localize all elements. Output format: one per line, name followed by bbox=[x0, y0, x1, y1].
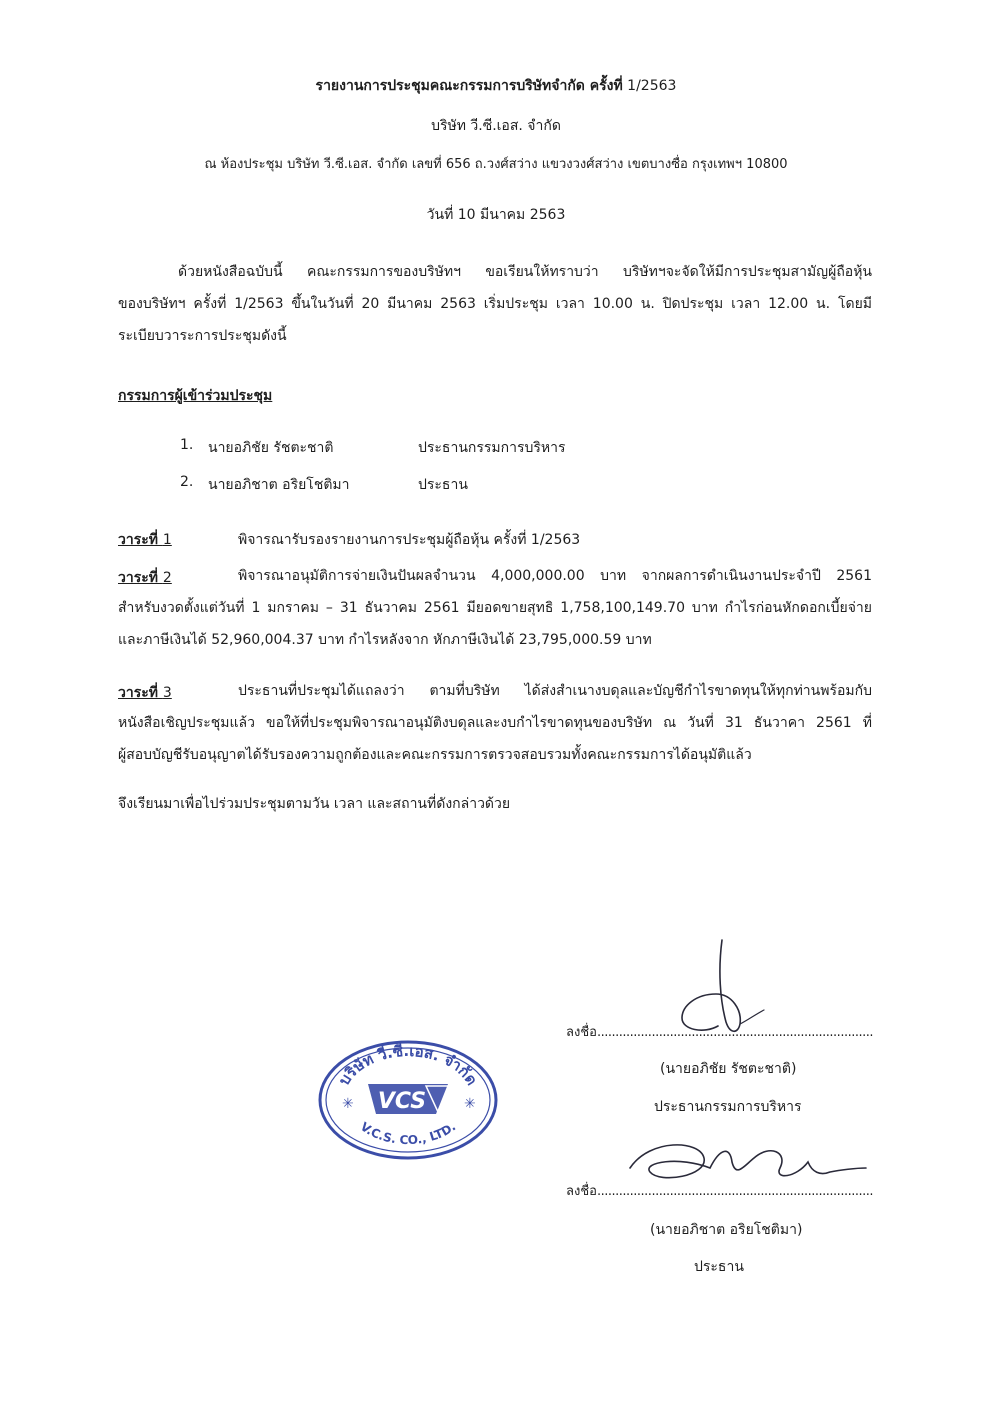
company-stamp bbox=[316, 1038, 500, 1162]
attendee-name: นายอภิชาต อริยโชติมา bbox=[208, 477, 350, 493]
signatory-title: ประธานกรรมการบริหาร bbox=[654, 1099, 802, 1115]
agenda-number: 1 bbox=[162, 532, 172, 548]
signatory-title: ประธาน bbox=[694, 1259, 744, 1275]
sign-dots: ............................................................................ bbox=[596, 1184, 874, 1199]
agenda-label-text: วาระที่ bbox=[118, 685, 163, 701]
signature-line bbox=[566, 1180, 873, 1201]
agenda-number: 2 bbox=[162, 570, 172, 586]
agenda-line: ประธานที่ประชุมได้แถลงว่า ตามที่บริษัท ได้ส่งสำเนางบดุลและบัญชีกำไรขาดทุนให้ทุกท่านพร้อมกับ bbox=[238, 683, 872, 699]
agenda-text: พิจารณารับรองรายงานการประชุมผู้ถือหุ้น ครั้งที่ 1/2563 bbox=[238, 532, 581, 548]
stamp-thai-text: บริษัท วี.ซี.เอส. จำกัด bbox=[334, 1041, 481, 1089]
agenda-label-text: วาระที่ bbox=[118, 532, 163, 548]
attendee-number: 2. bbox=[180, 474, 194, 490]
agenda-paragraph bbox=[118, 560, 872, 656]
svg-text:บริษัท วี.ซี.เอส. จำกัด bbox=[335, 1042, 481, 1089]
meeting-location: ณ ห้องประชุม บริษัท วี.ซี.เอส. จำกัด เลขที่ 656 ถ.วงศ์สว่าง แขวงวงศ์สว่าง เขตบางซื่อ กรุงเทพฯ 10800 bbox=[204, 157, 788, 172]
intro-paragraph bbox=[118, 256, 872, 352]
intro-line: ด้วยหนังสือฉบับนี้ คณะกรรมการของบริษัทฯ ขอเรียนให้ทราบว่า บริษัทฯจะจัดให้มีการประชุมสามัญผู้ถือหุ้น bbox=[178, 264, 872, 280]
signatory-name: (นายอภิชาต อริยโชติมา) bbox=[650, 1222, 803, 1238]
stamp-logo-text: VCS bbox=[377, 1089, 427, 1114]
attendee-role: ประธาน bbox=[418, 477, 468, 493]
agenda-line: และภาษีเงินได้ 52,960,004.37 บาท กำไรหลังจาก หักภาษีเงินได้ 23,795,000.59 บาท bbox=[118, 632, 652, 648]
star-icon: ✳ bbox=[464, 1096, 476, 1112]
signature-line bbox=[566, 1021, 873, 1042]
document-title-number: 1/2563 bbox=[627, 78, 677, 94]
agenda-label-text: วาระที่ bbox=[118, 570, 163, 586]
meeting-date: วันที่ 10 มีนาคม 2563 bbox=[426, 207, 566, 223]
sign-label: ลงชื่อ bbox=[566, 1025, 597, 1040]
agenda-line: พิจารณาอนุมัติการจ่ายเงินปันผลจำนวน 4,000,000.00 บาท จากผลการดำเนินงานประจำปี 2561 bbox=[238, 568, 872, 584]
document-title-text: รายงานการประชุมคณะกรรมการบริษัทจำกัด ครั้งที่ bbox=[315, 78, 623, 94]
closing-text: จึงเรียนมาเพื่อไปร่วมประชุมตามวัน เวลา และสถานที่ดังกล่าวด้วย bbox=[118, 796, 511, 812]
attendee-name: นายอภิชัย รัชตะชาติ bbox=[208, 440, 334, 456]
stamp-logo bbox=[368, 1084, 454, 1114]
attendee-number: 1. bbox=[180, 437, 194, 453]
star-icon: ✳ bbox=[342, 1096, 354, 1112]
svg-text:V.C.S. CO., LTD. bbox=[358, 1119, 459, 1147]
stamp-english-text: V.C.S. CO., LTD. bbox=[357, 1119, 459, 1148]
agenda-label bbox=[118, 529, 172, 551]
agenda-line: หนังสือเชิญประชุมแล้ว ขอให้ที่ประชุมพิจารณาอนุมัติงบดุลและงบกำไรขาดทุนของบริษัท ณ วันที่ 31 ธันวาคา 2561 ที่ bbox=[118, 715, 872, 731]
company-name: บริษัท วี.ซี.เอส. จำกัด bbox=[431, 118, 561, 134]
attendees-heading: กรรมการผู้เข้าร่วมประชุม bbox=[118, 388, 273, 404]
agenda-line: สำหรับงวดตั้งแต่วันที่ 1 มกราคม – 31 ธันวาคม 2561 มียอดขายสุทธิ 1,758,100,149.70 บาท กำไรก่อนหักดอกเบี้ยจ่าย bbox=[118, 600, 872, 616]
agenda-paragraph bbox=[118, 675, 872, 771]
agenda-line: ผู้สอบบัญชีรับอนุญาตได้รับรองความถูกต้องและคณะกรรมการตรวจสอบรวมทั้งคณะกรรมการได้อนุมัติแล้ว bbox=[118, 747, 752, 763]
signatory-name: (นายอภิชัย รัชตะชาติ) bbox=[660, 1061, 797, 1077]
sign-dots: ............................................................................ bbox=[596, 1025, 874, 1040]
intro-line: ระเบียบวาระการประชุมดังนี้ bbox=[118, 328, 287, 344]
attendee-role: ประธานกรรมการบริหาร bbox=[418, 440, 566, 456]
document-title bbox=[0, 75, 992, 97]
sign-label: ลงชื่อ bbox=[566, 1184, 597, 1199]
agenda-number: 3 bbox=[162, 685, 172, 701]
intro-line: ของบริษัทฯ ครั้งที่ 1/2563 ขึ้นในวันที่ 20 มีนาคม 2563 เริ่มประชุม เวลา 10.00 น. ปิดประชุม เวลา 12.00 น. โดยมี bbox=[118, 296, 872, 312]
